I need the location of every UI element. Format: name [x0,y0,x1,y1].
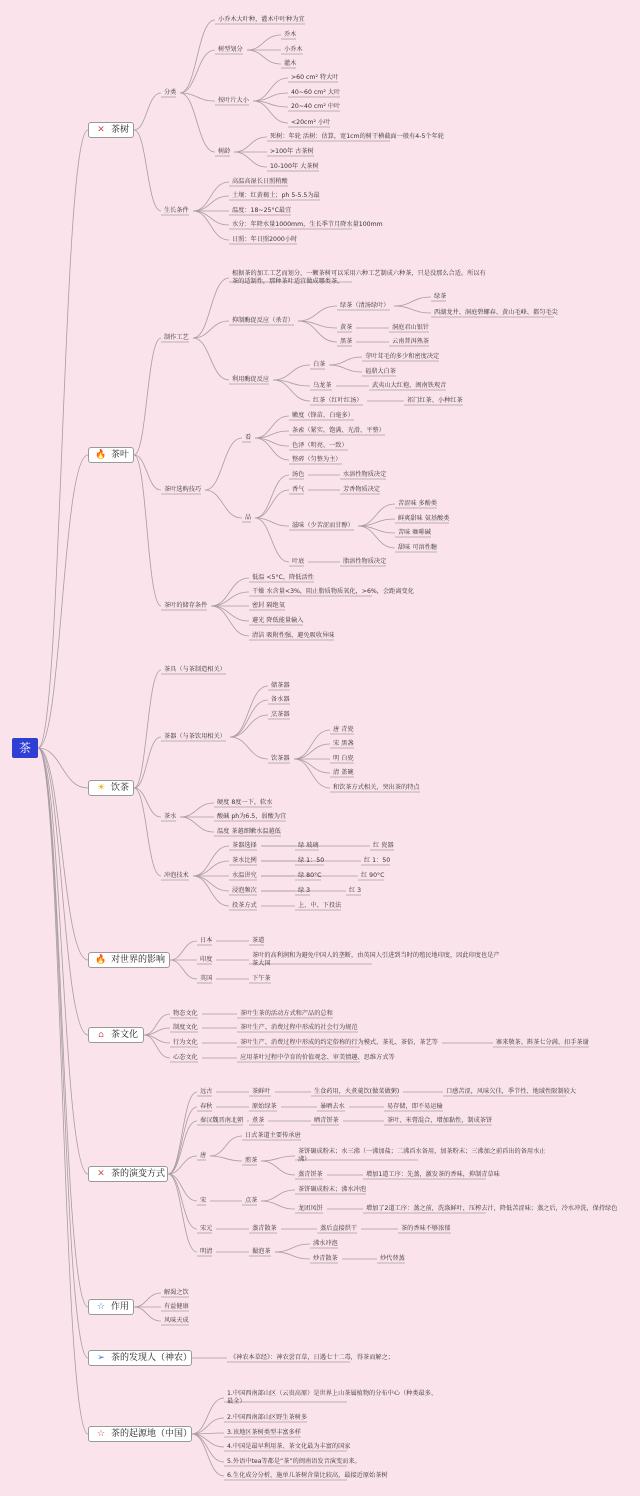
connector [193,338,229,380]
node-138[interactable]: 炒青散茶 [313,1255,338,1262]
connector [193,876,229,906]
node-129[interactable]: 龙团凤饼 [298,1205,323,1212]
node-22[interactable]: 根据茶的加工工艺而划分，一颗茶树可以采用六种工艺制成六种茶，只是没那么合适。所以有茶的适制性，那种茶叶适宜做成哪类茶。 [232,270,486,285]
connector [193,211,229,240]
paper-plane-icon: ➢ [97,1353,105,1363]
connector [168,1092,197,1174]
node-146[interactable]: 3.该地区茶树类型丰富多样 [227,1429,301,1436]
node-118[interactable]: 晒青饼茶 [314,1117,339,1124]
node-66[interactable]: 备水器 [271,696,290,703]
node-23[interactable]: 抑制酶促反应（杀青） [232,317,294,324]
node-5[interactable]: 灌木 [284,60,297,67]
node-54[interactable]: 甜味 可溶性糖 [398,544,438,551]
connector [234,137,267,152]
branch-5[interactable] [88,1027,144,1043]
node-69[interactable]: 唐 青瓷 [333,726,354,733]
node-123[interactable]: 茶饼碾成粉末；水三沸（一沸加盐；二沸舀水备用，加茶粉末；三沸加之前舀出的备用水止沸） [298,1148,546,1163]
node-94[interactable]: 茶道 [252,937,265,944]
node-51[interactable]: 苦涩味 多酚类 [398,500,438,507]
connector [394,297,431,306]
connector [192,1418,224,1434]
connector [234,152,267,167]
node-97[interactable]: 英国 [200,975,213,982]
connector [38,748,88,1434]
connector [211,578,249,606]
connector [230,686,268,737]
node-3[interactable]: 乔木 [284,31,297,38]
branch-3[interactable] [88,780,134,796]
connector [134,455,161,606]
node-36[interactable]: 武夷山大红袍、闽南铁观音 [372,382,447,389]
node-87[interactable]: 红 90°C [361,872,385,879]
node-126[interactable]: 宋 [200,1197,207,1204]
node-4[interactable]: 小乔木 [284,46,303,53]
connector [247,35,281,50]
connector [230,737,268,759]
node-92[interactable]: 上、中、下投法 [298,902,342,909]
node-90[interactable]: 红 3 [349,887,362,894]
node-127[interactable]: 点茶 [245,1197,258,1204]
node-131[interactable]: 宋元 [200,1225,213,1232]
node-38[interactable]: 祁门红茶、小种红茶 [407,397,463,404]
connector [170,960,197,979]
node-102[interactable]: 茶叶生产、消费过程中形成的社会行为规范 [240,1024,358,1031]
node-112[interactable]: 春秋 [200,1103,213,1110]
node-98[interactable]: 下午茶 [252,975,271,982]
connector [329,365,362,372]
connector [261,1161,295,1175]
connector [193,861,229,876]
node-139[interactable]: 炒代替蒸 [380,1255,405,1262]
node-93[interactable]: 日本 [200,937,213,944]
node-88[interactable]: 浸泡频次 [232,887,257,894]
node-105[interactable]: 寨来敬茶、斟茶七分满、扣手茶谢 [496,1039,589,1046]
connector [193,876,229,891]
node-74[interactable]: 茶水 [164,813,177,820]
connector [38,130,88,748]
node-132[interactable]: 蒸青散茶 [252,1225,277,1232]
node-63[interactable]: 茶具（与茶制造相关） [164,666,226,673]
branch-label: 作用 [111,1302,130,1312]
node-21[interactable]: 制作工艺 [164,334,189,341]
connector [298,321,337,342]
branch-label: 茶的起源地（中国） [111,1429,193,1439]
node-111[interactable]: 口感苦涩，风味欠佳，季节性、地域性限制较大 [446,1088,576,1095]
branch-1[interactable] [88,122,134,138]
node-100[interactable]: 茶叶生茶的活动方式和产品的总和 [240,1010,333,1017]
node-75[interactable]: 硬度 8度一下，软水 [217,799,273,806]
connector [168,1174,197,1252]
node-28[interactable]: 洞庭君山银针 [392,324,430,331]
connector [211,592,249,606]
branch-label: 茶文化 [111,1030,139,1040]
node-46[interactable]: 汤色 [292,471,305,478]
node-109[interactable]: 茶鲜叶 [252,1088,271,1095]
node-40[interactable]: 看 [245,434,252,441]
fire-icon: 🔥 [95,450,107,460]
node-60[interactable]: 密封 隔绝氧 [252,602,285,609]
node-26[interactable]: 西湖龙井、洞庭碧螺春、黄山毛峰、都匀毛尖 [434,309,558,316]
node-104[interactable]: 茶叶生产、消费过程中形成的约定俗称的行为模式，茶礼、茶俗、茶艺等 [240,1039,438,1046]
branch-label: 茶的发现人（神农） [111,1353,193,1363]
node-57[interactable]: 茶叶的储存条件 [164,602,208,609]
node-32[interactable]: 白茶 [313,361,326,368]
node-34[interactable]: 福鼎大白茶 [365,368,396,375]
node-80[interactable]: 绿 玻璃 [298,842,319,849]
node-89[interactable]: 绿 3 [298,887,311,894]
node-0[interactable]: 分类 [164,89,177,96]
node-25[interactable]: 绿茶 [434,293,447,300]
branch-label: 茶叶 [111,450,130,460]
node-142[interactable]: 风味天成 [164,1317,189,1324]
connector [193,196,229,211]
node-41[interactable]: 嫩度（锋苗、白毫多） [292,412,354,419]
node-114[interactable]: 暴晒去水 [320,1103,345,1110]
node-12[interactable]: 死树：年轮 活树：估算，宽1cm的树干横截面一般有4-5个年轮 [270,133,444,140]
connector [294,759,330,788]
node-71[interactable]: 明 白瓷 [333,755,354,762]
node-108[interactable]: 远古 [200,1088,213,1095]
connector [298,306,337,321]
connector [294,744,330,759]
node-70[interactable]: 宋 黑盏 [333,740,354,747]
node-11[interactable]: 树龄 [218,148,231,155]
connector [38,455,88,748]
connector [134,1293,161,1307]
connector [38,748,88,1307]
node-19[interactable]: 水分：年降水量1000mm，生长季节月降水量100mm [232,221,383,228]
connector [255,518,289,562]
root-node[interactable]: 茶 [12,738,38,758]
connector [180,803,214,817]
connector [255,438,289,460]
node-122[interactable]: 煎茶 [245,1157,258,1164]
node-82[interactable]: 茶水比例 [232,857,257,864]
node-115[interactable]: 易存储，即不易运输 [387,1103,443,1110]
node-128[interactable]: 茶饼碾成粉末；沸水冲泡 [298,1186,367,1193]
tools-icon: ✕ [97,1169,105,1179]
node-119[interactable]: 茶叶、米膏混合，增加黏性，制成茶饼 [387,1117,493,1124]
node-79[interactable]: 茶器选择 [232,842,257,849]
node-101[interactable]: 制度文化 [173,1024,198,1031]
node-30[interactable]: 云南普洱熟茶 [392,338,430,345]
home-icon: ⌂ [98,1030,104,1040]
node-124[interactable]: 蒸青饼茶 [298,1171,323,1178]
fire-icon: 🔥 [95,955,107,965]
node-149[interactable]: 6.生化成分分析，施单儿茶树含量比较高，最接近原始茶树 [227,1472,388,1479]
node-141[interactable]: 有益健康 [164,1303,189,1310]
node-91[interactable]: 投茶方式 [232,902,257,909]
node-33[interactable]: 芽叶茸毛的多少和密度决定 [365,353,440,360]
connector [180,20,215,93]
connector [255,490,289,518]
node-96[interactable]: 茶叶的高利润和为避免中国人的垄断，由英国人引进到当时的殖民地印度，因此印度也是产茶大国 [252,952,500,967]
branch-2[interactable] [88,447,134,463]
node-95[interactable]: 印度 [200,956,213,963]
node-76[interactable]: 酸碱 ph为6.5，弱酸为宜 [217,813,287,820]
connector [134,338,161,455]
node-44[interactable]: 整碎（匀整为主） [292,456,342,463]
node-64[interactable]: 茶器（与茶饮用相关） [164,733,226,740]
node-49[interactable]: 芳香物质决定 [343,486,381,493]
node-133[interactable]: 蒸后直接烘干 [320,1225,358,1232]
connector [38,748,88,1035]
branch-label: 茶树 [111,125,130,135]
node-35[interactable]: 乌龙茶 [313,382,332,389]
node-103[interactable]: 行为文化 [173,1039,198,1046]
node-78[interactable]: 冲泡技术 [164,872,189,879]
connector [394,306,431,313]
node-9[interactable]: 20~40 cm² 中叶 [291,103,341,110]
node-99[interactable]: 物态文化 [173,1010,198,1017]
node-56[interactable]: 脂溶性物质决定 [343,558,387,565]
node-77[interactable]: 温度 茶越细嫩水温越低 [217,828,281,835]
node-117[interactable]: 煮茶 [252,1117,265,1124]
node-24[interactable]: 绿茶（清汤绿叶） [340,302,390,309]
node-125[interactable]: 增加1道工序：先蒸，激发茶的香味，抑制青草味 [366,1171,500,1178]
connector [134,1307,161,1321]
connector [38,748,88,960]
node-67[interactable]: 烹茶器 [271,711,290,718]
connector [180,817,214,832]
node-17[interactable]: 土壤：红黄褐土；ph 5-5.5为最 [232,192,320,199]
connector [168,1174,197,1201]
node-39[interactable]: 茶叶选购技巧 [164,486,202,493]
node-147[interactable]: 4.中国是最早利用茶、茶文化最为丰富的国家 [227,1443,351,1450]
node-120[interactable]: 唐 [200,1152,207,1159]
node-7[interactable]: >60 cm² 特大叶 [291,74,339,81]
branch-6[interactable] [88,1166,168,1182]
node-16[interactable]: 高温高湿长日照稍酸 [232,178,288,185]
connector [144,1014,170,1035]
connector [210,1156,242,1161]
branch-4[interactable] [88,952,170,968]
node-20[interactable]: 日照：年日照2000小时 [232,236,298,243]
node-81[interactable]: 红 瓷器 [373,842,394,849]
connector [247,50,281,64]
connector [170,941,197,960]
branch-label: 饮茶 [111,783,130,793]
node-6[interactable]: 按叶片大小 [218,97,249,104]
connector [329,357,362,365]
connector [134,788,161,876]
node-55[interactable]: 叶底 [292,558,305,565]
connector [275,1244,310,1252]
node-135[interactable]: 明清 [200,1248,213,1255]
connector [253,78,288,101]
star-outline-icon: ☆ [96,1429,106,1439]
node-8[interactable]: 40~60 cm² 大叶 [291,89,341,96]
node-136[interactable]: 撮泡茶 [252,1248,271,1255]
connector [261,1156,295,1161]
node-18[interactable]: 温度：18~25°C最宜 [232,207,292,214]
node-15[interactable]: 生长条件 [164,207,189,214]
node-1[interactable]: 小乔木大叶种，灌木中叶种为宜 [218,16,305,23]
connector [230,700,268,737]
node-42[interactable]: 条索（紧实、饱满、光滑、平整） [292,427,385,434]
node-107[interactable]: 应用茶叶过程中孕育的价值观念、审美情趣、思维方式等 [240,1054,395,1061]
node-52[interactable]: 鲜爽甜味 氨基酸类 [398,515,450,522]
connector [255,475,289,518]
node-130[interactable]: 增加了2道工序：蒸之前，洗涤鲜叶，压榨去汁，降低苦涩味；蒸之后，冷水冲洗，保持绿色 [366,1205,618,1212]
connector [180,93,215,101]
branch-8[interactable] [88,1350,192,1366]
node-27[interactable]: 黄茶 [340,324,353,331]
node-65[interactable]: 储茶器 [271,682,290,689]
node-145[interactable]: 2.中国西南部山区野生茶树多 [227,1414,308,1421]
connector [134,788,161,817]
connector [211,606,249,636]
node-14[interactable]: 10-100年 大茶树 [270,163,319,170]
connector [134,737,161,788]
connector [205,490,242,518]
connector [205,438,242,490]
node-61[interactable]: 避光 降低能量输入 [252,617,304,624]
node-62[interactable]: 清洁 吸附性强，避免吸收异味 [252,632,335,639]
connector [210,1136,242,1156]
connector [273,365,310,380]
node-43[interactable]: 色泽（明亮、一致） [292,442,348,449]
sun-icon: ☀ [96,783,106,793]
connector [211,606,249,621]
node-73[interactable]: 和饮茶方式相关，突出茶的特点 [333,784,420,791]
connector [193,211,229,225]
node-48[interactable]: 香气 [292,486,305,493]
connector [134,670,161,788]
node-31[interactable]: 利用酶促反应 [232,376,270,383]
node-37[interactable]: 红茶（红叶红汤） [313,397,363,404]
branch-7[interactable] [88,1299,134,1315]
branch-label: 对世界的影响 [111,955,166,965]
node-84[interactable]: 红 1：50 [364,857,391,864]
node-68[interactable]: 饮茶器 [271,755,290,762]
connector [192,1398,224,1434]
connector [261,1190,295,1201]
node-47[interactable]: 水溶性物质决定 [343,471,387,478]
node-140[interactable]: 解渴之饮 [164,1289,189,1296]
connector [294,759,330,773]
node-86[interactable]: 绿 80°C [298,872,322,879]
connector [168,1174,197,1229]
connector [38,748,88,1358]
node-110[interactable]: 生食药用，火煮羹饮(做菜做粥) [314,1088,400,1095]
connector [144,1035,170,1058]
node-50[interactable]: 滋味（少苦涩而甘醇） [292,522,354,529]
node-85[interactable]: 水温讲究 [232,872,257,879]
node-59[interactable]: 干燥 水含量<3%，阻止脂质物质氧化，>6%，会距离变化 [252,588,414,595]
node-29[interactable]: 黑茶 [340,338,353,345]
connector [275,1252,310,1259]
node-13[interactable]: >100年 古茶树 [270,148,314,155]
node-58[interactable]: 低温 <5°C，降低活性 [252,574,314,581]
star-icon: ☆ [96,1302,106,1312]
node-137[interactable]: 沸水冲泡 [313,1240,338,1247]
connector [134,130,161,211]
connector [261,1201,295,1209]
node-143[interactable]: 《神农本草经》：神农尝百草，日遇七十二毒，得茶而解之； [230,1354,394,1361]
node-45[interactable]: 品 [245,514,252,521]
connector [180,93,215,152]
node-72[interactable]: 清 盖碗 [333,769,354,776]
node-10[interactable]: <20cm² 小叶 [291,119,331,126]
tools-icon: ✕ [97,125,105,135]
branch-9[interactable] [88,1426,192,1442]
branch-label: 茶的演变方式 [111,1169,166,1179]
node-106[interactable]: 心态文化 [173,1054,198,1061]
node-53[interactable]: 苦味 咖啡碱 [398,529,431,536]
node-121[interactable]: 日式茶道主要传承唐 [245,1132,301,1139]
node-83[interactable]: 绿 1：50 [298,857,325,864]
node-148[interactable]: 5.外语中tea等都是“茶”的闽南语发音演变而来。 [227,1458,361,1465]
connector [192,1434,224,1462]
connector [134,93,161,130]
connector [193,846,229,876]
node-113[interactable]: 原始绿茶 [252,1103,277,1110]
node-2[interactable]: 树型划分 [218,46,243,53]
node-134[interactable]: 茶的香味不够浓郁 [401,1225,451,1232]
node-144[interactable]: 1.中国西南部山区（云贵高原）是世界上山茶属植物的分布中心（种类最多、最全） [227,1390,438,1405]
node-116[interactable]: 秦汉魏晋南北朝 [200,1117,244,1124]
